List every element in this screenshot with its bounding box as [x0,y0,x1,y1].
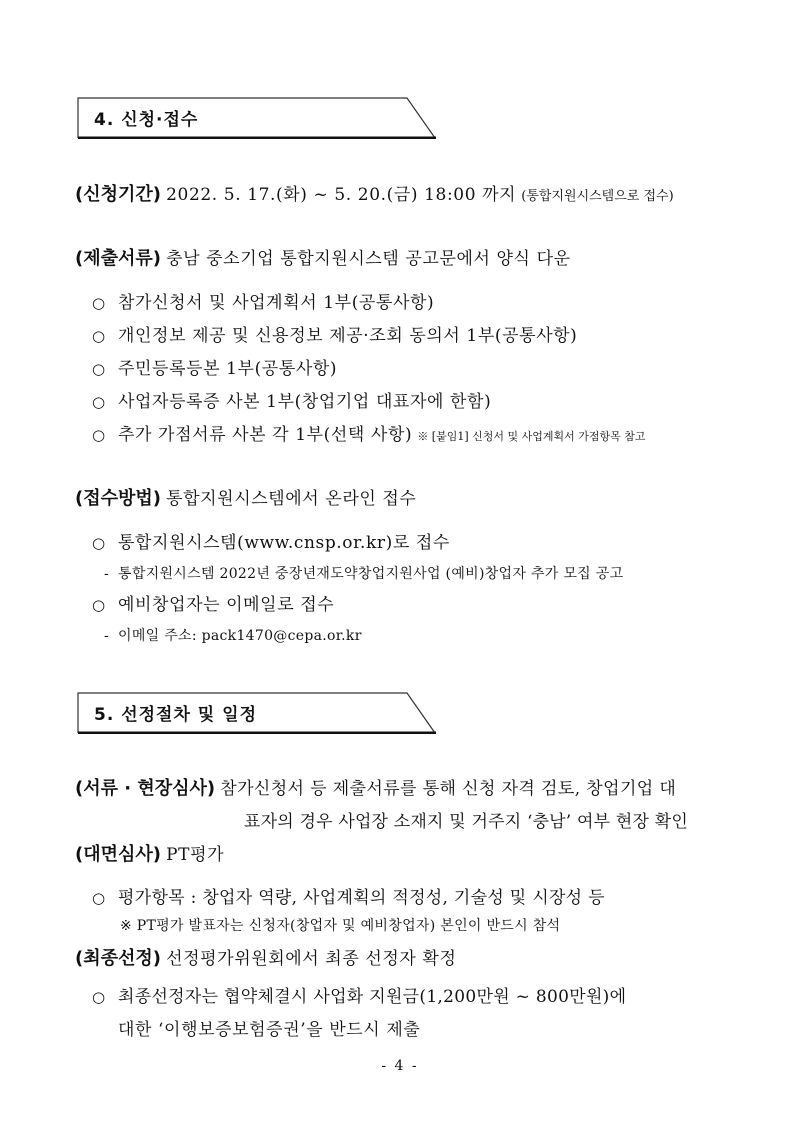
page-number: - 4 - [381,1058,419,1074]
section-title: 5. 선정절차 및 일정 [94,705,257,725]
method-sub-item [104,563,623,583]
bullet-circle-icon: ○ [92,294,106,312]
doc-item-text: 개인정보 제공 및 신용정보 제공·조회 동의서 1부(공통사항) [118,326,578,346]
section-header-5 [77,692,437,734]
bullet-circle-icon: ○ [92,393,106,411]
doc-item-text: 주민등록등본 1부(공통사항) [118,359,338,379]
review-row [75,774,676,800]
method-item [92,590,334,615]
final-item-text-continued: 대한 ‘이행보증보험증권’을 반드시 제출 [118,1020,421,1040]
dash-icon: - [104,566,109,582]
section-title: 4. 신청·접수 [94,110,199,130]
method-item-text: 통합지원시스템(www.cnsp.or.kr)로 접수 [118,533,450,553]
docs-text: 충남 중소기업 통합지원시스템 공고문에서 양식 다운 [166,249,571,269]
interview-text: PT평가 [166,845,225,865]
bullet-circle-icon: ○ [92,534,106,552]
eval-item [92,883,605,908]
final-item-continued [118,1015,420,1040]
section-header-4 [77,97,437,139]
apply-period-label: (신청기간) [75,184,162,205]
doc-item-text: 참가신청서 및 사업계획서 1부(공통사항) [118,293,435,313]
final-item [92,982,626,1007]
eval-note-text: ※ PT평가 발표자는 신청자(창업자 및 예비창업자) 본인이 반드시 참석 [120,918,561,934]
method-item-text: 예비창업자는 이메일로 접수 [118,595,335,615]
doc-list-item [92,321,577,346]
doc-list-item [92,387,491,412]
method-text: 통합지원시스템에서 온라인 접수 [166,489,417,509]
docs-row [75,244,571,270]
doc-item-text: 추가 가점서류 사본 각 1부(선택 사항) [118,425,413,445]
method-sub-item [104,625,362,645]
doc-list-item [92,288,434,313]
apply-period-text: 2022. 5. 17.(화) ~ 5. 20.(금) 18:00 까지 [166,185,517,205]
bullet-circle-icon: ○ [92,596,106,614]
interview-row [75,840,224,866]
review-text-continued: 표자의 경우 사업장 소재지 및 거주지 ‘충남’ 여부 현장 확인 [244,812,688,832]
method-label: (접수방법) [75,488,162,509]
final-row [75,944,456,970]
docs-label: (제출서류) [75,248,162,269]
bullet-circle-icon: ○ [92,327,106,345]
method-item [92,528,450,553]
apply-period-row [75,180,674,206]
review-text: 참가신청서 등 제출서류를 통해 신청 자격 검토, 창업기업 대 [220,779,677,799]
email-address-text: 이메일 주소: pack1470@cepa.or.kr [118,628,362,644]
review-row-continued [244,807,688,832]
final-label: (최종선정) [75,948,162,969]
interview-label: (대면심사) [75,844,162,865]
method-row [75,484,416,510]
doc-list-item [92,420,646,445]
apply-period-note: (통합지원시스템으로 접수) [521,189,674,204]
doc-item-text: 사업자등록증 사본 1부(창업기업 대표자에 한함) [118,392,492,412]
review-label: (서류 · 현장심사) [75,778,216,799]
bullet-circle-icon: ○ [92,889,106,907]
final-item-text: 최종선정자는 협약체결시 사업화 지원금(1,200만원 ~ 800만원)에 [118,987,627,1007]
dash-icon: - [104,628,109,644]
doc-list-item [92,354,337,379]
eval-item-text: 평가항목 : 창업자 역량, 사업계획의 적정성, 기술성 및 시장성 등 [118,888,605,908]
bullet-circle-icon: ○ [92,360,106,378]
eval-note [120,915,560,935]
method-sub-text: 통합지원시스템 2022년 중장년재도약창업지원사업 (예비)창업자 추가 모집 공고 [118,566,624,582]
bullet-circle-icon: ○ [92,988,106,1006]
bullet-circle-icon: ○ [92,426,106,444]
final-text: 선정평가위원회에서 최종 선정자 확정 [166,949,457,969]
doc-note: ※ [붙임1] 신청서 및 사업계획서 가점항목 참고 [417,430,646,443]
